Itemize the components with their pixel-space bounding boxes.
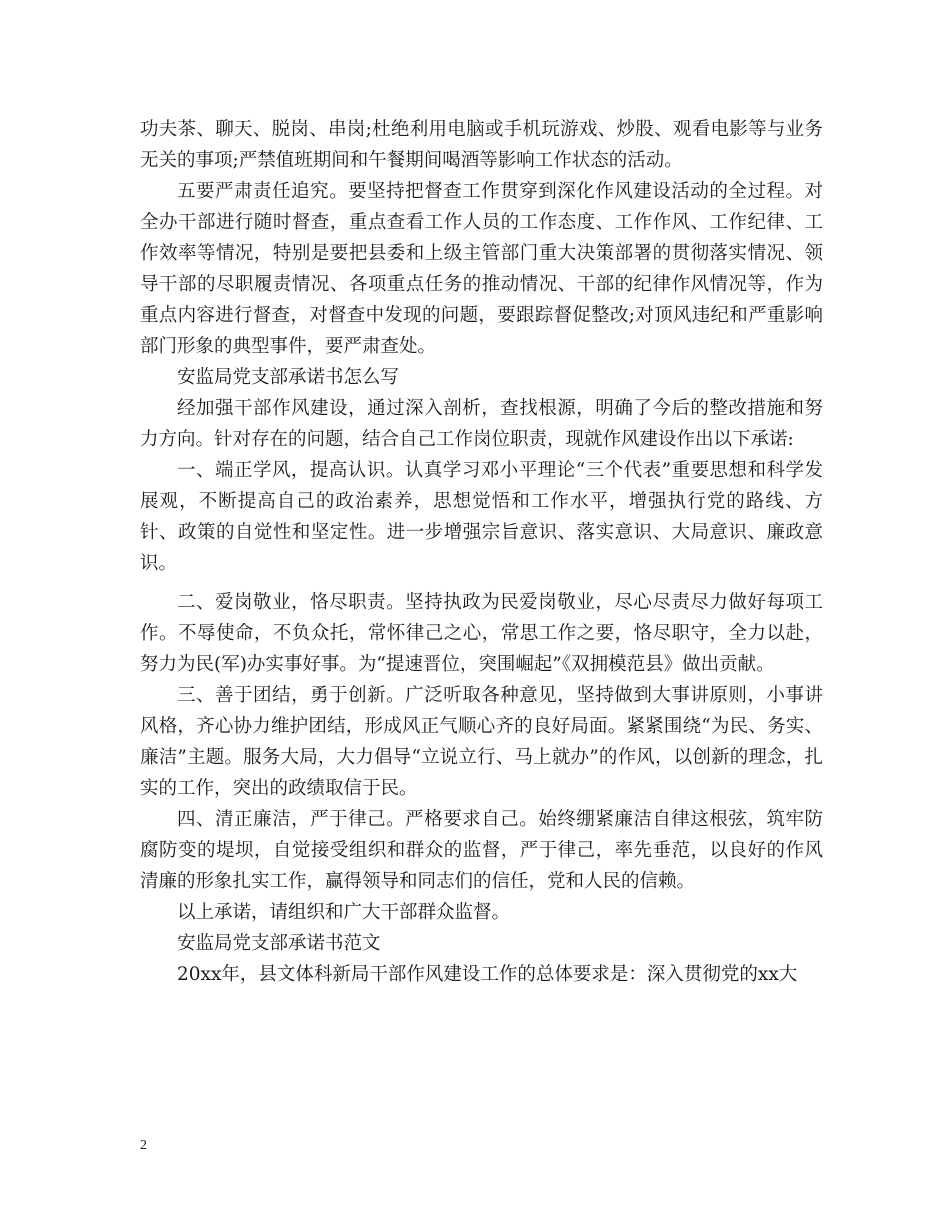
paragraph-pledge-1: 一、端正学风，提高认识。认真学习邓小平理论“三个代表”重要思想和科学发展观，不断提高自己的政治素养，思想觉悟和工作水平，增强执行党的路线、方针、政策的自觉性和坚定性。进一步增强宗旨意识、落实意识、大局意识、廉政意识。 xyxy=(140,460,823,574)
paragraph-intro: 经加强干部作风建设，通过深入剖析，查找根源，明确了今后的整改措施和努力方向。针对存在的问题，结合自己工作岗位职责，现就作风建设作出以下承诺: xyxy=(140,398,823,450)
page-number: 2 xyxy=(140,1138,147,1153)
heading-sample: 安监局党支部承诺书范文 xyxy=(177,933,381,954)
paragraph-pledge-4: 四、清正廉洁，严于律己。严格要求自己。始终绷紧廉洁自律这根弦，筑牢防腐防变的堤坝，自觉接受组织和群众的监督，严于律己，率先垂范，以良好的作风清廉的形象扎实工作，赢得领导和同志们的信任，党和人民的信赖。 xyxy=(140,809,823,892)
paragraph-continuation: 功夫茶、聊天、脱岗、串岗;杜绝利用电脑或手机玩游戏、炒股、观看电影等与业务无关的事项;严禁值班期间和午餐期间喝酒等影响工作状态的活动。 xyxy=(140,119,823,171)
heading-how-to-write: 安监局党支部承诺书怎么写 xyxy=(177,367,400,388)
paragraph-closing: 以上承诺，请组织和广大干部群众监督。 xyxy=(177,902,511,923)
paragraph-pledge-2: 二、爱岗敬业，恪尽职责。坚持执政为民爱岗敬业，尽心尽责尽力做好每项工作。不辱使命，不负众托，常怀律己之心，常思工作之要，恪尽职守，全力以赴，努力为民(军)办实事好事。为“提速晋位，突围崛起”《双拥模范县》做出贡献。 xyxy=(140,592,823,675)
paragraph-accountability: 五要严肃责任追究。要坚持把督查工作贯穿到深化作风建设活动的全过程。对全办干部进行随时督查，重点查看工作人员的工作态度、工作作风、工作纪律、工作效率等情况，特别是要把县委和上级主管部门重大决策部署的贯彻落实情况、领导干部的尽职履责情况、各项重点任务的推动情况、干部的纪律作风情况等，作为重点内容进行督查，对督查中发现的问题，要跟踪督促整改;对顶风违纪和严重影响部门形象的典型事件，要严肃查处。 xyxy=(140,181,823,357)
paragraph-pledge-3: 三、善于团结，勇于创新。广泛听取各种意见，坚持做到大事讲原则，小事讲风格，齐心协力维护团结，形成风正气顺心齐的良好局面。紧紧围绕“为民、务实、廉洁”主题。服务大局，大力倡导“立说立行、马上就办”的作风，以创新的理念，扎实的工作，突出的政绩取信于民。 xyxy=(140,685,823,799)
paragraph-sample-start: 20xx年，县文体科新局干部作风建设工作的总体要求是：深入贯彻党的xx大 xyxy=(177,964,798,985)
document-body xyxy=(140,114,823,990)
